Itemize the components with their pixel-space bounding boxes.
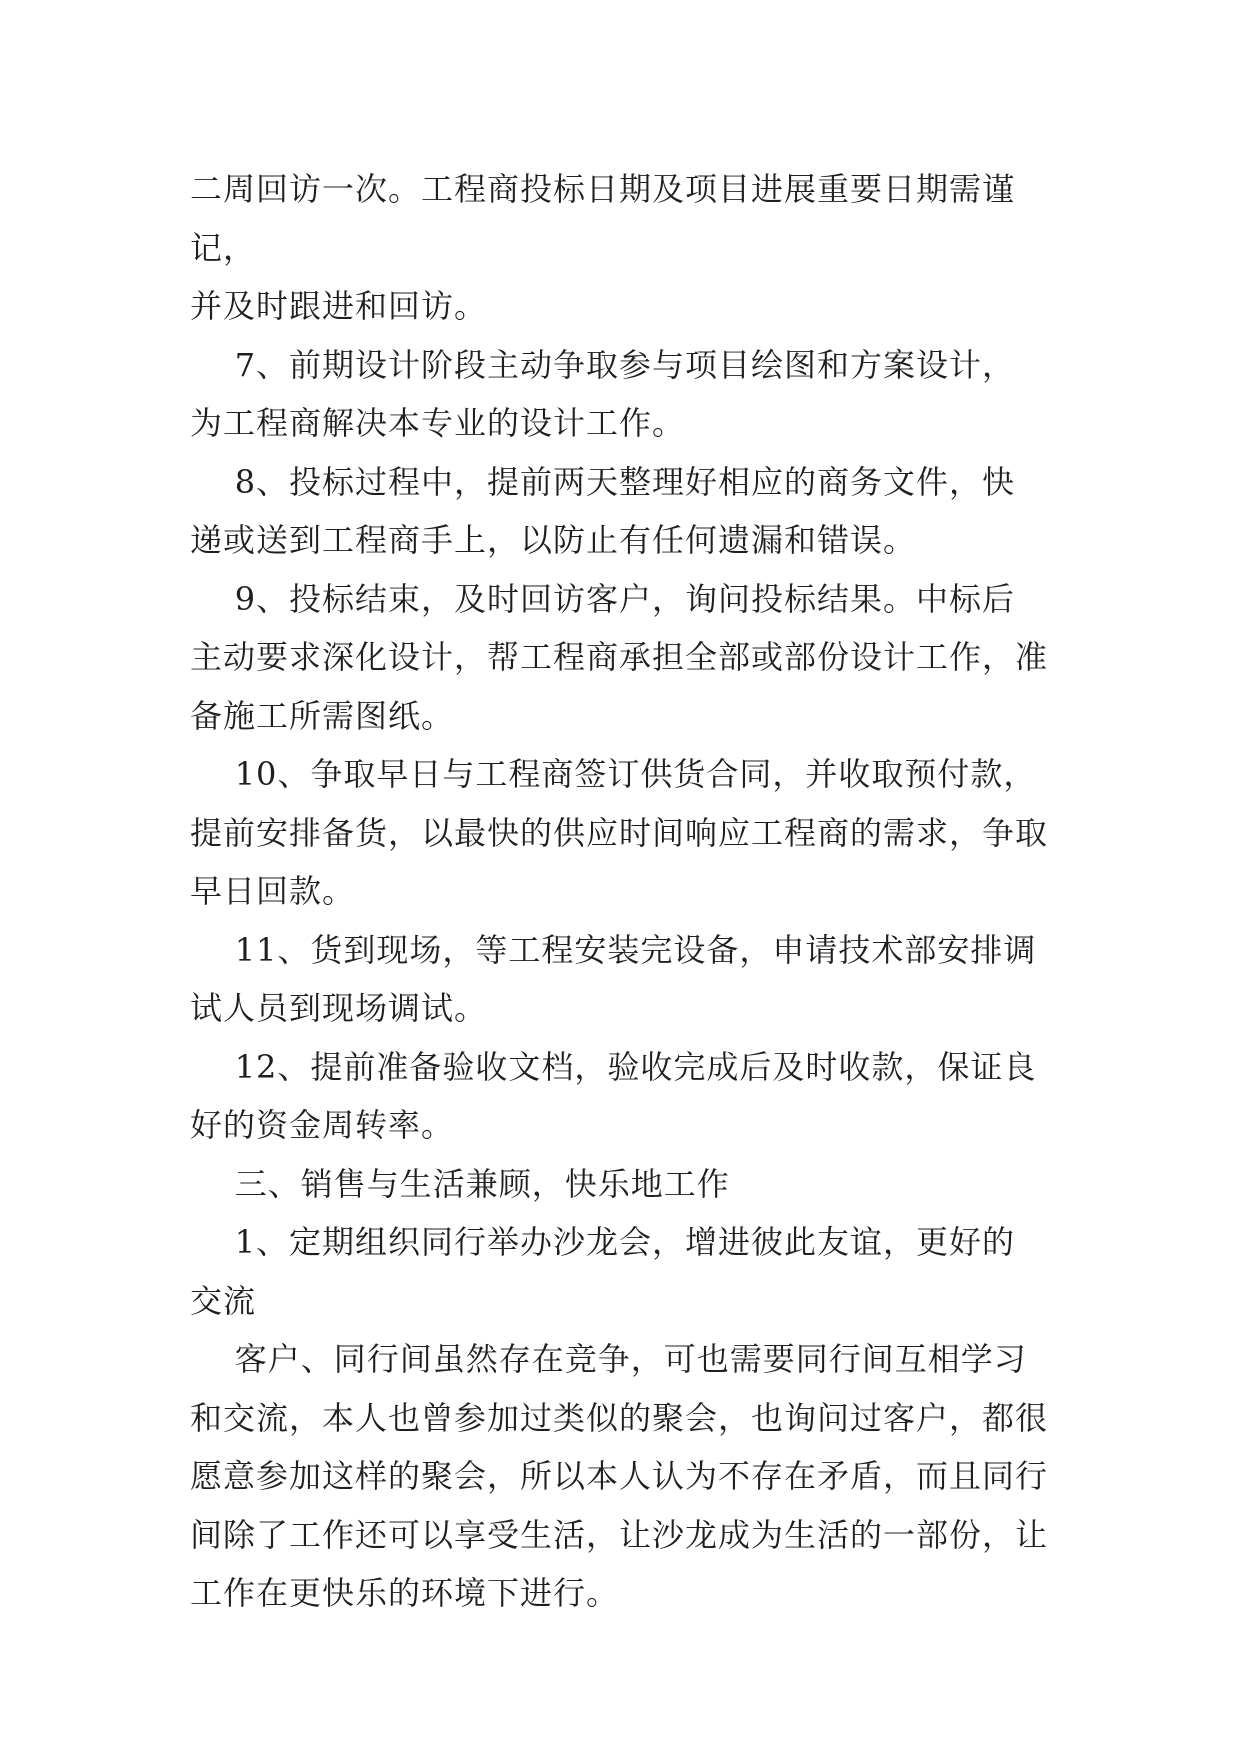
paragraph-item-9: 9、投标结束，及时回访客户，询问投标结果。中标后 主动要求深化设计，帮工程商承担全部或部份设计工作，准 备施工所需图纸。 [190,579,1049,735]
paragraph-continuation: 二周回访一次。工程商投标日期及项目进展重要日期需谨记， 并及时跟进和回访。 [190,170,1016,325]
section-heading-3: 三、销售与生活兼顾，快乐地工作 [190,1164,730,1203]
paragraph-section3-item-1: 1、定期组织同行举办沙龙会，增进彼此友谊，更好的 交流 [190,1223,1016,1320]
paragraph-item-11: 11、货到现场，等工程安装完设备，申请技术部安排调 试人员到现场调试。 [190,930,1037,1027]
paragraph-item-10: 10、争取早日与工程商签订供货合同，并收取预付款， 提前安排备货，以最快的供应时间响应工程商的需求，争取 早日回款。 [190,755,1049,910]
paragraph-item-7: 7、前期设计阶段主动争取参与项目绘图和方案设计， 为工程商解决本专业的设计工作。 [190,345,1016,442]
paragraph-body: 客户、同行间虽然存在竞争，可也需要同行间互相学习 和交流，本人也曾参加过类似的聚会，也询问过客户，都很 愿意参加这样的聚会，所以本人认为不存在矛盾，而且同行 间除了工作还可以享受生活，让沙龙成为生活的一部份，让 工作在更快乐的环境下进行。 [190,1340,1049,1612]
document-body [190,160,1070,1623]
paragraph-item-8: 8、投标过程中，提前两天整理好相应的商务文件，快 递或送到工程商手上，以防止有任何遗漏和错误。 [190,462,1016,559]
paragraph-item-12: 12、提前准备验收文档，验收完成后及时收款，保证良 好的资金周转率。 [190,1047,1037,1144]
